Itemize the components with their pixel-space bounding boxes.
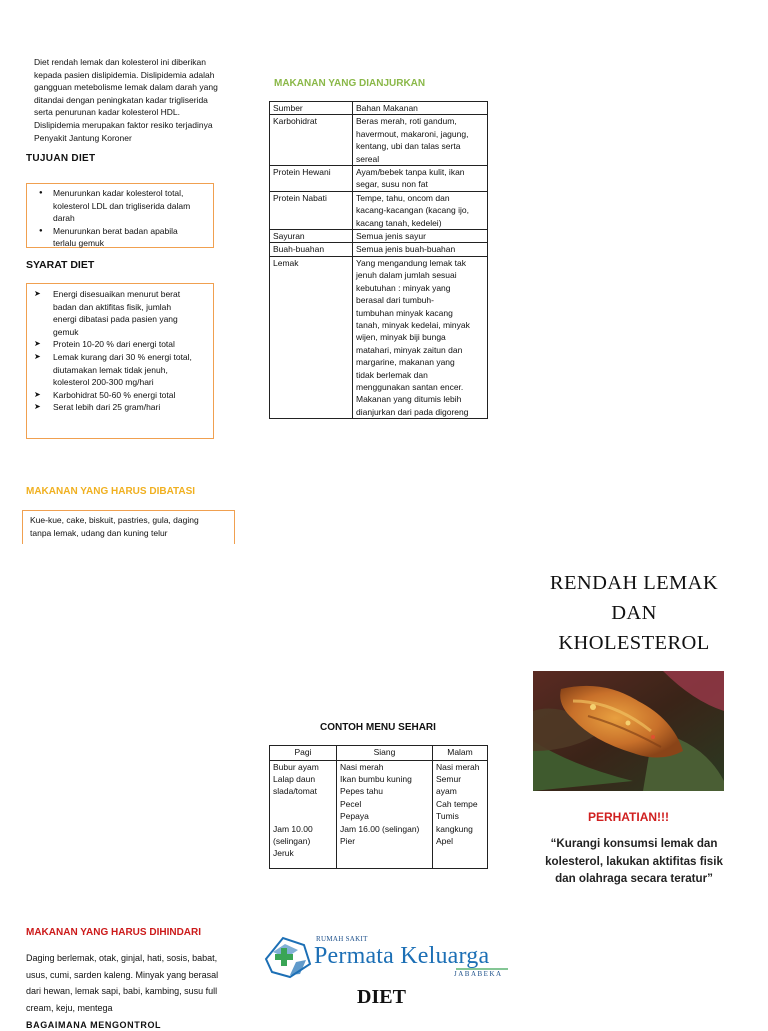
title-line: RENDAH LEMAK — [549, 572, 719, 594]
table-row — [270, 256, 488, 418]
dibatasi-box — [22, 510, 235, 544]
dibatasi-line: Kue-kue, cake, biskuit, pastries, gula, daging — [30, 515, 199, 525]
intro-line: Diet rendah lemak dan kolesterol ini diberikan — [34, 57, 206, 67]
bahan-line: berasal dari tumbuh- — [356, 295, 434, 306]
dianjurkan-heading: MAKANAN YANG DIANJURKAN — [274, 78, 426, 89]
bahan-line: Ayam/bebek tanpa kulit, ikan — [356, 167, 465, 178]
tujuan-line: darah — [53, 213, 75, 224]
menu-line: slada/tomat — [273, 786, 317, 797]
intro-line: kepada pasien dislipidemia. Dislipidemia adalah — [34, 69, 215, 80]
quote-line: dan olahraga secara teratur” — [555, 872, 713, 885]
logo-small-text: RUMAH SAKIT — [316, 935, 368, 943]
diet-title: DIET — [357, 986, 406, 1008]
cell-bahan — [353, 256, 488, 418]
menu-line: ayam — [436, 786, 457, 797]
bahan-line: tidak berlemak dan — [356, 369, 428, 380]
menu-line: Jam 16.00 (selingan) — [340, 823, 420, 834]
dihindari-line: dari hewan, lemak sapi, babi, kambing, susu full — [26, 986, 218, 996]
quote-line: “Kurangi konsumsi lemak dan — [550, 837, 718, 850]
menu-line: Nasi merah — [436, 761, 480, 772]
syarat-item — [33, 288, 207, 338]
header-bahan: Bahan Makanan — [353, 102, 488, 115]
advice-quote — [527, 835, 741, 888]
bahan-line: segar, susu non fat — [356, 179, 428, 190]
intro-line: Dislipidemia merupakan faktor resiko terjadinya — [34, 119, 213, 130]
tujuan-line: terlalu gemuk — [53, 238, 105, 249]
brochure-title — [530, 568, 738, 658]
cell-siang — [337, 760, 433, 869]
table-row — [270, 243, 488, 256]
menu-spacer — [273, 810, 333, 822]
menu-table — [269, 745, 488, 869]
grilled-fish-image — [533, 671, 724, 791]
bahan-line: kacang tanah, kedelei) — [356, 217, 442, 228]
cell-sumber: Sayuran — [270, 230, 353, 243]
dibatasi-line: tanpa lemak, udang dan kuning telur — [30, 527, 168, 538]
menu-line: Nasi merah — [340, 761, 384, 772]
menu-line: Pier — [340, 835, 356, 846]
header-sumber: Sumber — [270, 102, 353, 115]
tujuan-diet-box — [26, 183, 214, 248]
syarat-item — [33, 389, 207, 402]
dihindari-heading: MAKANAN YANG HARUS DIHINDARI — [26, 927, 202, 938]
menu-line: Jam 10.00 — [273, 823, 313, 834]
syarat-line: ➤ Energi disesuaikan menurut berat — [53, 289, 181, 299]
table-header-row — [270, 746, 488, 761]
cell-bahan — [353, 166, 488, 192]
bahan-line: wijen, minyak biji bunga — [356, 332, 446, 343]
title-line: DAN — [611, 602, 657, 624]
syarat-line: ➤ Protein 10-20 % dari energi total — [53, 339, 175, 350]
tujuan-item — [33, 225, 207, 250]
bahan-line: dianjurkan dari pada digoreng — [356, 406, 469, 417]
syarat-diet-heading: SYARAT DIET — [26, 259, 95, 271]
syarat-line: energi dibatasi pada pasien yang — [53, 314, 178, 325]
title-line: KHOLESTEROL — [558, 632, 710, 654]
table-header-row — [270, 102, 488, 115]
menu-line: Ikan bumbu kuning — [340, 773, 412, 784]
tujuan-line: ● Menurunkan berat badan apabila — [53, 225, 178, 236]
syarat-line: ➤ Serat lebih dari 25 gram/hari — [53, 402, 161, 413]
dibatasi-heading: MAKANAN YANG HARUS DIBATASI — [26, 486, 196, 497]
menu-line: Bubur ayam — [273, 761, 319, 772]
menu-line: Jeruk — [273, 848, 294, 859]
bahan-line: kentang, ubi dan talas serta — [356, 141, 461, 152]
bahan-line: menggunakan santan encer. — [356, 381, 464, 392]
logo-subtitle: JABABEKA — [454, 970, 503, 978]
food-table — [269, 101, 488, 419]
cell-bahan — [353, 191, 488, 229]
tujuan-diet-heading: TUJUAN DIET — [26, 153, 96, 164]
header-malam: Malam — [433, 746, 488, 761]
bahan-line: tumbuhan minyak kacang — [356, 307, 453, 318]
tujuan-line: kolesterol LDL dan trigliserida dalam — [53, 200, 191, 211]
menu-line: Tumis — [436, 811, 459, 822]
dihindari-line: usus, cumi, sarden kaleng. Minyak yang berasal — [26, 969, 219, 980]
intro-line: Penyakit Jantung Koroner — [34, 132, 132, 143]
syarat-item — [33, 351, 207, 389]
menu-line: Apel — [436, 835, 454, 846]
menu-line: Semur — [436, 773, 462, 784]
syarat-diet-box — [26, 283, 214, 439]
perhatian-heading: PERHATIAN!!! — [587, 810, 670, 824]
menu-line: (selingan) — [273, 835, 311, 846]
bahan-line: Semua jenis buah-buahan — [356, 244, 456, 255]
cell-sumber: Protein Hewani — [270, 166, 353, 192]
bahan-line: matahari, minyak zaitun dan — [356, 344, 463, 355]
menu-line: Pepaya — [340, 811, 369, 822]
tujuan-item — [33, 187, 207, 225]
cell-sumber: Lemak — [270, 256, 353, 418]
cell-bahan — [353, 243, 488, 256]
header-pagi: Pagi — [270, 746, 337, 761]
header-siang: Siang — [337, 746, 433, 761]
syarat-line: kolesterol 200-300 mg/hari — [53, 377, 154, 388]
cell-sumber: Karbohidrat — [270, 115, 353, 166]
bahan-line: Yang mengandung lemak tak — [356, 257, 466, 268]
cell-sumber: Buah-buahan — [270, 243, 353, 256]
menu-heading: CONTOH MENU SEHARI — [320, 722, 436, 733]
table-row — [270, 230, 488, 243]
intro-line: gangguan metebolisme lemak dalam darah yang — [34, 82, 218, 93]
cell-malam — [433, 760, 488, 869]
quote-line: kolesterol, lakukan aktifitas fisik — [545, 854, 723, 868]
logo-name: Permata Keluarga — [314, 943, 490, 969]
menu-line: Pecel — [340, 798, 362, 809]
bahan-line: margarine, makanan yang — [356, 357, 455, 368]
bahan-line: Semua jenis sayur — [356, 231, 426, 242]
syarat-item — [33, 338, 207, 351]
cell-bahan — [353, 115, 488, 166]
dihindari-paragraph — [26, 950, 244, 1016]
food-photo — [533, 671, 724, 791]
table-row — [270, 166, 488, 192]
bahan-line: jenuh dalam jumlah sesuai — [356, 270, 457, 281]
cell-bahan — [353, 230, 488, 243]
bahan-line: kebutuhan : minyak yang — [356, 282, 451, 293]
syarat-line: ➤ Karbohidrat 50-60 % energi total — [53, 389, 176, 400]
bahan-line: kacang-kacangan (kacang ijo, — [356, 205, 469, 216]
syarat-line: badan dan aktifitas fisik, jumlah — [53, 301, 172, 312]
tujuan-line: ● Menurunkan kadar kolesterol total, — [53, 188, 184, 198]
table-row — [270, 760, 488, 869]
menu-spacer — [273, 798, 333, 810]
table-row — [270, 115, 488, 166]
syarat-line: diutamakan lemak tidak jenuh, — [53, 364, 168, 375]
bahan-line: Tempe, tahu, oncom dan — [356, 192, 450, 203]
dihindari-line: Daging berlemak, otak, ginjal, hati, sosis, babat, — [26, 953, 218, 963]
cut-off-heading: BAGAIMANA MENGONTROL — [26, 1020, 162, 1030]
intro-paragraph — [34, 56, 234, 144]
dihindari-line: cream, keju, mentega — [26, 1002, 113, 1013]
bahan-line: tanah, minyak kedelai, minyak — [356, 319, 470, 330]
menu-line: Pepes tahu — [340, 786, 384, 797]
bahan-line: Makanan yang ditumis lebih — [356, 394, 462, 405]
menu-line: Lalap daun — [273, 773, 316, 784]
syarat-item — [33, 401, 207, 414]
intro-line: serta penurunan kadar kolesterol HDL. — [34, 107, 180, 118]
intro-line: ditandai dengan peningkatan kadar trigliserida — [34, 94, 208, 105]
cell-pagi — [270, 760, 337, 869]
bahan-line: havermout, makaroni, jagung, — [356, 128, 469, 139]
menu-line: Cah tempe — [436, 798, 478, 809]
syarat-line: gemuk — [53, 326, 79, 337]
cell-sumber: Protein Nabati — [270, 191, 353, 229]
table-row — [270, 191, 488, 229]
bahan-line: sereal — [356, 153, 380, 164]
menu-line: kangkung — [436, 823, 473, 834]
bahan-line: Beras merah, roti gandum, — [356, 116, 457, 127]
syarat-line: ➤ Lemak kurang dari 30 % energi total, — [53, 351, 192, 362]
